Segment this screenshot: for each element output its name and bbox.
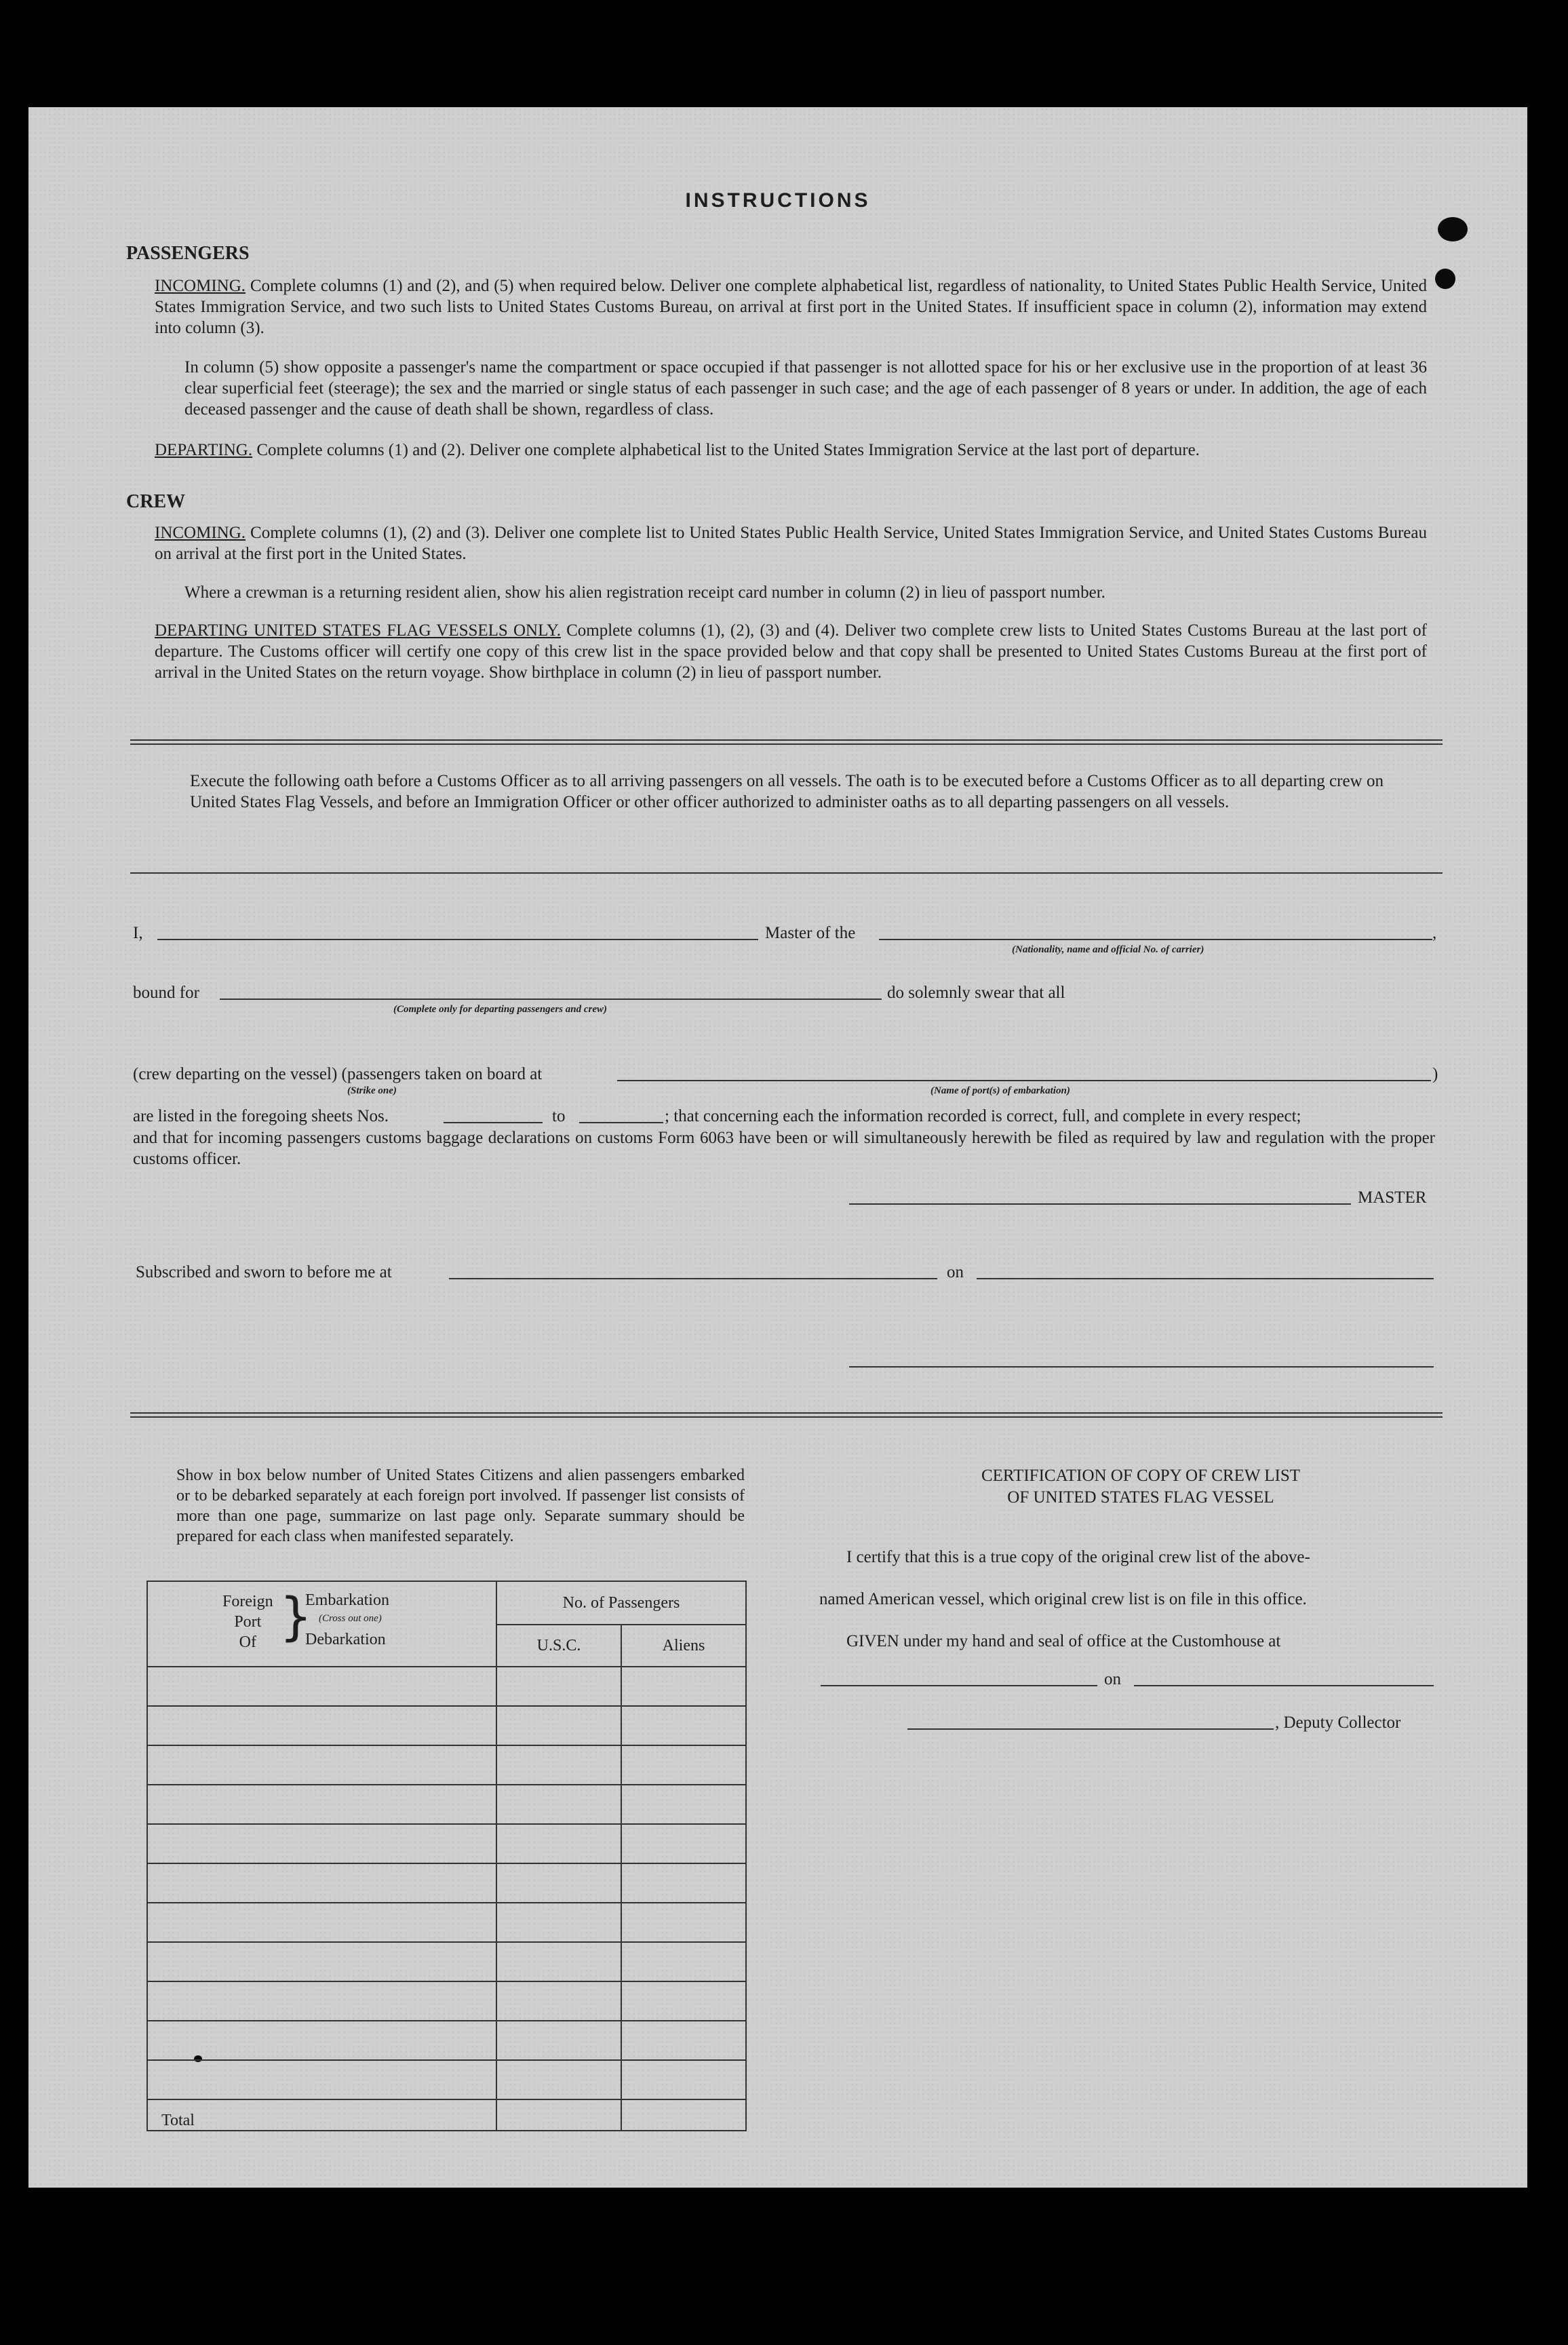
certify-line-2: named American vessel, which original crew list is on file in this office. bbox=[819, 1590, 1307, 1608]
usc-cell[interactable] bbox=[496, 1903, 621, 1942]
aliens-cell[interactable] bbox=[621, 1981, 746, 2021]
crew-departing-label: DEPARTING UNITED STATES FLAG VESSELS ONLY. bbox=[155, 621, 561, 640]
usc-cell[interactable] bbox=[496, 1785, 621, 1824]
crew-departing-option: (crew departing on the vessel) (passengers taken on board at bbox=[133, 1065, 543, 1083]
oath-intro: Execute the following oath before a Customs Officer as to all arriving passengers on all vessels. The oath is to be executed before a Customs Officer as to all departing crew on United States Flag Vessels, and before an Immigration Officer or other officer authorized to administer oaths as to all departing passengers on all vessels. bbox=[190, 772, 1384, 811]
port-cell[interactable] bbox=[147, 1942, 496, 1981]
passenger-summary-table bbox=[146, 1581, 747, 2131]
usc-cell[interactable] bbox=[496, 1824, 621, 1863]
usc-label: U.S.C. bbox=[497, 1625, 622, 1666]
master-label: MASTER bbox=[1358, 1188, 1427, 1207]
aliens-cell[interactable] bbox=[621, 2060, 746, 2099]
sworn-on-label: on bbox=[947, 1263, 964, 1281]
carrier-field[interactable] bbox=[879, 939, 1432, 940]
certification-title-line-1: CERTIFICATION OF COPY OF CREW LIST bbox=[981, 1467, 1301, 1485]
certify-line-1: I certify that this is a true copy of the original crew list of the above- bbox=[846, 1548, 1310, 1566]
table-row bbox=[147, 1824, 746, 1863]
carrier-note: (Nationality, name and official No. of carrier) bbox=[1012, 944, 1204, 955]
table-row bbox=[147, 1863, 746, 1903]
port-cell[interactable] bbox=[147, 1785, 496, 1824]
passengers-incoming-text: Complete columns (1) and (2), and (5) when required below. Deliver one complete alphabetical list, regardless of nationality, to United States Public Health Service, United States Immigration Service, and two such lists to United States Customs Bureau, on arrival at first port in the United States. If insufficient space in column (2), information may extend into column (3). bbox=[155, 277, 1428, 337]
sheets-label: are listed in the foregoing sheets Nos. bbox=[133, 1107, 389, 1125]
certification-date-field[interactable] bbox=[1134, 1685, 1434, 1686]
deputy-collector-signature-field[interactable] bbox=[907, 1728, 1274, 1730]
passengers-heading: PASSENGERS bbox=[126, 243, 250, 264]
certify-line-3: GIVEN under my hand and seal of office at the Customhouse at bbox=[846, 1632, 1281, 1650]
table-row bbox=[147, 2021, 746, 2060]
total-label: Total bbox=[161, 2112, 195, 2129]
usc-cell[interactable] bbox=[496, 1667, 621, 1706]
port-cell[interactable] bbox=[147, 1745, 496, 1785]
passengers-departing bbox=[155, 440, 1427, 461]
bound-for-field[interactable] bbox=[220, 999, 882, 1000]
table-row bbox=[147, 2060, 746, 2099]
cross-out-note: (Cross out one) bbox=[319, 1613, 382, 1624]
total-aliens-cell[interactable] bbox=[621, 2099, 746, 2131]
table-row bbox=[147, 1667, 746, 1706]
total-usc-cell[interactable] bbox=[496, 2099, 621, 2131]
passengers-header-cell bbox=[496, 1581, 746, 1667]
port-cell[interactable] bbox=[147, 2021, 496, 2060]
bound-for-label: bound for bbox=[133, 984, 199, 1002]
table-header-row bbox=[147, 1581, 746, 1667]
officer-signature-field[interactable] bbox=[849, 1366, 1434, 1368]
foreign-label: Foreign bbox=[222, 1593, 273, 1610]
passengers-incoming bbox=[155, 275, 1427, 338]
port-header-cell bbox=[147, 1581, 496, 1667]
ink-blot bbox=[1435, 269, 1455, 289]
crew-incoming-label: INCOMING. bbox=[155, 524, 246, 542]
passengers-departing-label: DEPARTING. bbox=[155, 441, 253, 459]
table-row bbox=[147, 1942, 746, 1981]
subscribed-label: Subscribed and sworn to before me at bbox=[136, 1263, 392, 1281]
sworn-place-field[interactable] bbox=[449, 1278, 937, 1279]
table-row bbox=[147, 1903, 746, 1942]
brace-icon: } bbox=[279, 1586, 313, 1646]
passengers-incoming-label: INCOMING. bbox=[155, 277, 246, 295]
aliens-cell[interactable] bbox=[621, 1667, 746, 1706]
port-cell[interactable] bbox=[147, 1981, 496, 2021]
certification-on-label: on bbox=[1104, 1670, 1121, 1688]
sheets-to-label: to bbox=[552, 1107, 566, 1125]
usc-cell[interactable] bbox=[496, 2021, 621, 2060]
total-label-cell bbox=[147, 2099, 496, 2131]
oath-comma: , bbox=[1432, 924, 1437, 942]
crew-alien-text: Where a crewman is a returning resident alien, show his alien registration receipt card number in column (2) in lieu of passport number. bbox=[184, 583, 1105, 602]
ink-blot bbox=[1438, 217, 1468, 241]
customhouse-field[interactable] bbox=[821, 1685, 1097, 1686]
usc-cell[interactable] bbox=[496, 1706, 621, 1745]
deputy-collector-label: , Deputy Collector bbox=[1275, 1713, 1401, 1732]
oath-i-label: I, bbox=[133, 924, 143, 942]
aliens-cell[interactable] bbox=[621, 1863, 746, 1903]
aliens-label: Aliens bbox=[662, 1637, 705, 1654]
ports-note: (Name of port(s) of embarkation) bbox=[930, 1085, 1070, 1096]
form-page bbox=[28, 107, 1527, 2188]
certification-title bbox=[836, 1465, 1446, 1509]
aliens-cell[interactable] bbox=[621, 1745, 746, 1785]
usc-cell[interactable] bbox=[496, 1863, 621, 1903]
crew-departing-text: Complete columns (1), (2), (3) and (4). Deliver two complete crew lists to United States Customs Bureau at the last port of departure. The Customs officer will certify one copy of this crew list in the space provided below and that copy shall be presented to United States Customs Bureau at the first port of arrival in the United States on the return voyage. Show birthplace in column (2) in lieu of passport number. bbox=[155, 621, 1427, 682]
aliens-cell[interactable] bbox=[621, 1903, 746, 1942]
port-cell[interactable] bbox=[147, 1824, 496, 1863]
aliens-cell[interactable] bbox=[621, 1785, 746, 1824]
aliens-cell[interactable] bbox=[621, 2021, 746, 2060]
complete-only-note: (Complete only for departing passengers and crew) bbox=[393, 1004, 607, 1015]
baggage-declaration-text: and that for incoming passengers customs baggage declarations on customs Form 6063 have been or will simultaneously herewith be filed as required by law and regulation with the proper customs officer. bbox=[133, 1129, 1435, 1168]
close-paren: ) bbox=[1432, 1065, 1438, 1083]
port-cell[interactable] bbox=[147, 2060, 496, 2099]
no-of-passengers-label: No. of Passengers bbox=[497, 1582, 745, 1625]
usc-cell[interactable] bbox=[496, 1942, 621, 1981]
usc-cell[interactable] bbox=[496, 1745, 621, 1785]
table-row bbox=[147, 1706, 746, 1745]
port-label: Port bbox=[234, 1613, 262, 1631]
aliens-cell[interactable] bbox=[621, 1706, 746, 1745]
debarkation-option[interactable]: Debarkation bbox=[305, 1631, 386, 1648]
master-signature-field[interactable] bbox=[849, 1203, 1351, 1205]
sheets-statement: ; that concerning each the information recorded is correct, full, and complete in every respect; bbox=[665, 1107, 1301, 1125]
section-divider bbox=[130, 739, 1443, 745]
of-label: Of bbox=[239, 1633, 256, 1651]
sworn-date-field[interactable] bbox=[977, 1278, 1434, 1279]
passengers-departing-text: Complete columns (1) and (2). Deliver one complete alphabetical list to the United States Immigration Service at the last port of departure. bbox=[256, 441, 1200, 459]
certification-title-line-2: OF UNITED STATES FLAG VESSEL bbox=[1007, 1488, 1274, 1507]
passengers-column5-text: In column (5) show opposite a passenger's name the compartment or space occupied if that passenger is not allotted space for his or her exclusive use in the proportion of at least 36 clear superficial feet (steerage); the sex and the married or single status of each passenger in such case; and the age of each passenger of 8 years or under. In addition, the age of each deceased passenger and the cause of death shall be shown, regardless of class. bbox=[184, 358, 1427, 419]
port-cell[interactable] bbox=[147, 1667, 496, 1706]
summary-instructions: Show in box below number of United States Citizens and alien passengers embarked or to be debarked separately at each foreign port involved. If passenger list consists of more than one page, summarize on last page only. Separate summary should be prepared for each class when manifested separately. bbox=[176, 1467, 745, 1545]
oath-top-rule bbox=[130, 872, 1443, 874]
usc-cell[interactable] bbox=[496, 1981, 621, 2021]
sheets-to-field[interactable] bbox=[579, 1122, 663, 1123]
crew-incoming-text: Complete columns (1), (2) and (3). Deliver one complete list to United States Public Health Service, United States Immigration Service, and United States Customs Bureau on arrival at the first port in the United States. bbox=[155, 524, 1427, 563]
embarkation-ports-field[interactable] bbox=[617, 1080, 1431, 1081]
table-row bbox=[147, 1745, 746, 1785]
master-name-field[interactable] bbox=[157, 939, 758, 940]
crew-incoming bbox=[155, 522, 1427, 564]
strike-one-note: (Strike one) bbox=[347, 1085, 397, 1096]
master-of-label: Master of the bbox=[765, 924, 856, 942]
crew-heading: CREW bbox=[126, 491, 186, 512]
port-cell[interactable] bbox=[147, 1706, 496, 1745]
table-row bbox=[147, 1785, 746, 1824]
usc-cell[interactable] bbox=[496, 2060, 621, 2099]
total-row bbox=[147, 2099, 746, 2131]
port-cell[interactable] bbox=[147, 1863, 496, 1903]
page-title: INSTRUCTIONS bbox=[685, 189, 871, 212]
embarkation-option[interactable]: Embarkation bbox=[305, 1591, 389, 1609]
aliens-cell[interactable] bbox=[621, 1942, 746, 1981]
table-row bbox=[147, 1981, 746, 2021]
oath-bottom-divider bbox=[130, 1412, 1443, 1418]
swear-text: do solemnly swear that all bbox=[887, 984, 1065, 1002]
port-cell[interactable] bbox=[147, 1903, 496, 1942]
crew-departing bbox=[155, 620, 1427, 683]
sheets-from-field[interactable] bbox=[444, 1122, 543, 1123]
aliens-cell[interactable] bbox=[621, 1824, 746, 1863]
